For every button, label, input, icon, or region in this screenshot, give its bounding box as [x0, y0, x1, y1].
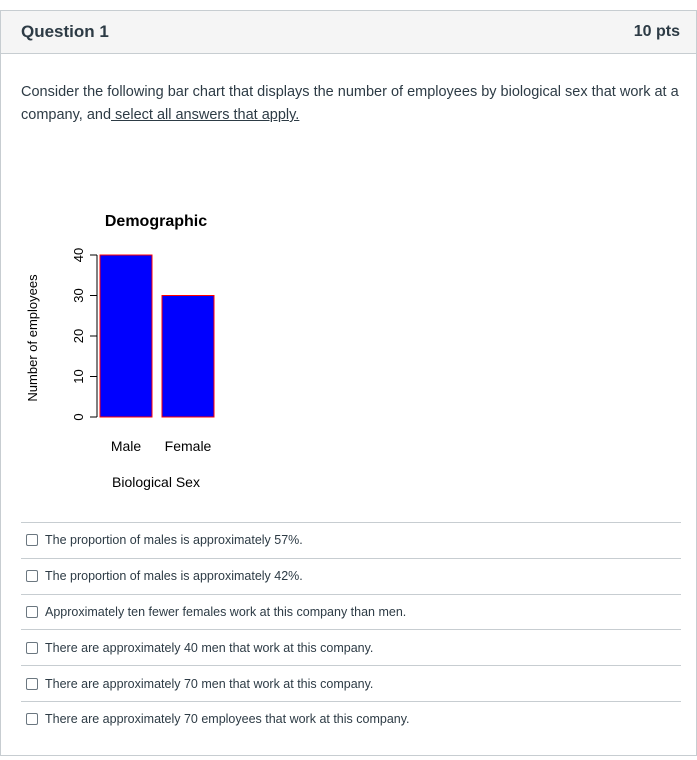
- bar-chart: [19, 196, 279, 496]
- answer-label: There are approximately 70 men that work at this company.: [45, 676, 374, 691]
- answer-list: [21, 522, 681, 737]
- answer-checkbox[interactable]: [26, 606, 38, 618]
- question-title: Question 1: [21, 22, 109, 41]
- x-tick-label: Male: [110, 438, 142, 454]
- answer-checkbox[interactable]: [26, 570, 38, 582]
- answer-option[interactable]: [21, 522, 681, 558]
- y-tick-label: 30: [71, 288, 86, 303]
- y-tick-label: 20: [71, 328, 86, 344]
- answer-checkbox[interactable]: [26, 534, 38, 546]
- y-tick-label: 0: [71, 413, 86, 421]
- answer-option[interactable]: [21, 594, 681, 630]
- question-prompt: Consider the following bar chart that displays the number of employees by biological sex that work at a company, and: [21, 84, 679, 123]
- question-text: [21, 81, 681, 127]
- answer-checkbox[interactable]: [26, 713, 38, 725]
- y-tick-label: 40: [71, 247, 86, 263]
- y-tick-label: 10: [71, 369, 86, 384]
- answer-option[interactable]: [21, 558, 681, 594]
- bar-female: [162, 296, 214, 418]
- answer-label: There are approximately 40 men that work at this company.: [45, 640, 374, 655]
- question-card: [0, 10, 697, 756]
- answer-label: The proportion of males is approximately 42%.: [45, 569, 303, 584]
- x-axis-label: Biological Sex: [112, 474, 200, 490]
- x-tick-labels: [111, 438, 212, 454]
- y-axis-label: Number of employees: [25, 274, 40, 402]
- question-points: 10 pts: [633, 23, 680, 40]
- answer-option[interactable]: [21, 701, 681, 737]
- answer-option[interactable]: [21, 629, 681, 665]
- y-axis: [71, 248, 97, 421]
- question-instruction: select all answers that apply.: [111, 107, 300, 123]
- answer-label: There are approximately 70 employees that work at this company.: [45, 712, 410, 727]
- x-tick-label: Female: [164, 438, 212, 454]
- answer-label: Approximately ten fewer females work at this company than men.: [45, 604, 407, 619]
- question-header: [1, 11, 696, 54]
- answer-option[interactable]: [21, 665, 681, 701]
- answer-checkbox[interactable]: [26, 642, 38, 654]
- bars: [100, 255, 214, 417]
- bar-male: [100, 255, 152, 417]
- chart-title: Demographic: [104, 213, 208, 230]
- answer-label: The proportion of males is approximately 57%.: [45, 533, 303, 548]
- answer-checkbox[interactable]: [26, 678, 38, 690]
